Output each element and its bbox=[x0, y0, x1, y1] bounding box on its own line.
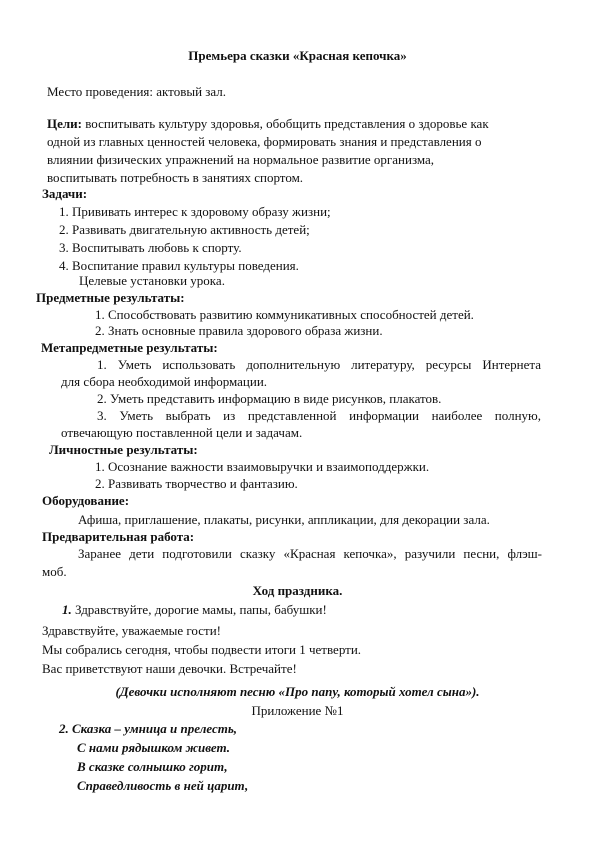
tasks-heading: Задачи: bbox=[42, 186, 88, 201]
personal-result-item: 2. Развивать творчество и фантазию. bbox=[95, 476, 298, 491]
poem-line: Справедливость в ней царит, bbox=[77, 778, 249, 793]
greeting-text: Здравствуйте, дорогие мамы, папы, бабушки! bbox=[71, 602, 327, 617]
equipment-heading: Оборудование: bbox=[42, 493, 130, 508]
prep-heading: Предварительная работа: bbox=[42, 529, 195, 544]
task-item: 4. Воспитание правил культуры поведения. bbox=[59, 258, 299, 273]
greeting-line: Мы собрались сегодня, чтобы подвести итоги 1 четверти. bbox=[42, 642, 362, 657]
venue-line: Место проведения: актовый зал. bbox=[47, 84, 227, 99]
meta-result-item: 1. Уметь использовать дополнительную литературу, ресурсы Интернета bbox=[97, 357, 541, 372]
subject-result-item: 2. Знать основные правила здорового образа жизни. bbox=[95, 323, 383, 338]
meta-result-item-cont: для сбора необходимой информации. bbox=[61, 374, 268, 389]
greeting-line-1 bbox=[62, 601, 327, 618]
greeting-line: Вас приветствуют наши девочки. Встречайте! bbox=[42, 661, 297, 676]
lesson-targets: Целевые установки урока. bbox=[79, 273, 225, 288]
song-note: (Девочки исполняют песню «Про папу, который хотел сына»). bbox=[115, 684, 480, 699]
poem-line: В сказке солнышко горит, bbox=[77, 759, 228, 774]
meta-result-item: 2. Уметь представить информацию в виде рисунков, плакатов. bbox=[97, 391, 442, 406]
goals-line-4: воспитывать потребность в занятиях спортом. bbox=[47, 170, 304, 185]
goals-line-1 bbox=[47, 115, 489, 132]
task-item: 3. Воспитывать любовь к спорту. bbox=[59, 240, 242, 255]
goals-line-2: одной из главных ценностей человека, формировать знания и представления о bbox=[47, 134, 482, 149]
document-title: Премьера сказки «Красная кепочка» bbox=[188, 48, 407, 63]
prep-text-line-2: моб. bbox=[42, 564, 67, 579]
prep-text-line-1: Заранее дети подготовили сказку «Красная кепочка», разучили песни, флэш- bbox=[78, 546, 542, 561]
greeting-line: Здравствуйте, уважаемые гости! bbox=[42, 623, 221, 638]
goals-line-3: влиянии физических упражнений на нормальное развитие организма, bbox=[47, 152, 435, 167]
greeting-number: 1. bbox=[62, 602, 72, 617]
goals-label: Цели: bbox=[47, 116, 82, 131]
meta-result-item: 3. Уметь выбрать из представленной информации наиболее полную, bbox=[97, 408, 541, 423]
subject-result-item: 1. Способствовать развитию коммуникативных способностей детей. bbox=[95, 307, 474, 322]
equipment-text: Афиша, приглашение, плакаты, рисунки, аппликации, для декорации зала. bbox=[78, 512, 490, 527]
goals-text-1: воспитывать культуру здоровья, обобщить представления о здоровье как bbox=[82, 116, 489, 131]
personal-result-item: 1. Осознание важности взаимовыручки и взаимоподдержки. bbox=[95, 459, 430, 474]
subject-results-heading: Предметные результаты: bbox=[36, 290, 185, 305]
poem-line: 2. Сказка – умница и прелесть, bbox=[59, 721, 238, 736]
course-heading: Ход праздника. bbox=[252, 583, 343, 598]
task-item: 2. Развивать двигательную активность детей; bbox=[59, 222, 310, 237]
poem-line: С нами рядышком живет. bbox=[77, 740, 230, 755]
personal-results-heading: Личностные результаты: bbox=[49, 442, 198, 457]
task-item: 1. Прививать интерес к здоровому образу жизни; bbox=[59, 204, 331, 219]
appendix-label: Приложение №1 bbox=[251, 703, 344, 718]
meta-results-heading: Метапредметные результаты: bbox=[41, 340, 218, 355]
meta-result-item-cont: отвечающую поставленной цели и задачам. bbox=[61, 425, 303, 440]
